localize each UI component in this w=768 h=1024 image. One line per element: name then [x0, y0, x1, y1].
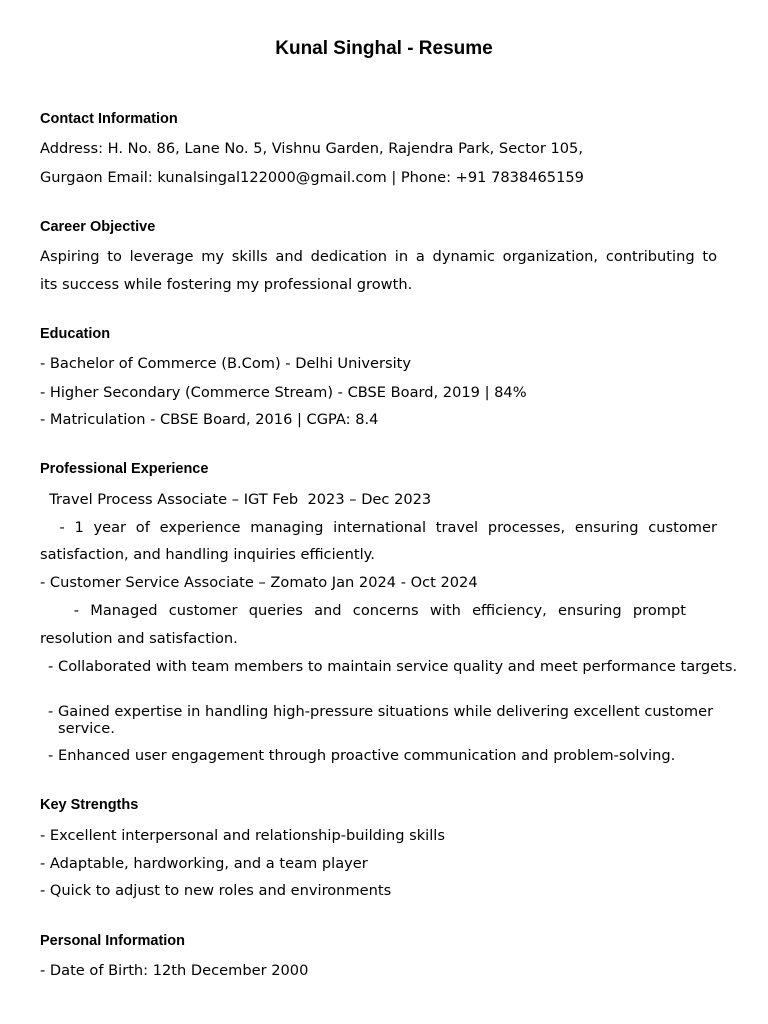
- bullet-text: Collaborated with team members to maintain service quality and meet performance targets.: [58, 658, 738, 675]
- bullet-dash: -: [48, 658, 54, 675]
- education-item: - Matriculation - CBSE Board, 2016 | CGPA: 8.4: [40, 411, 379, 428]
- bullet-dash: -: [48, 703, 54, 720]
- strength-item: - Adaptable, hardworking, and a team player: [40, 855, 368, 872]
- experience-bullet: [48, 747, 738, 764]
- education-item: - Bachelor of Commerce (B.Com) - Delhi University: [40, 355, 412, 372]
- education-heading: Education: [40, 326, 111, 342]
- strengths-heading: Key Strengths: [40, 797, 139, 813]
- job-title-zomato: - Customer Service Associate – Zomato Jan 2024 - Oct 2024: [40, 574, 478, 591]
- experience-bullet: [48, 658, 738, 675]
- bullet-dash: -: [48, 747, 54, 764]
- bullet-text: Gained expertise in handling high-pressure situations while delivering excellent customer service.: [58, 703, 714, 737]
- strength-item: - Quick to adjust to new roles and environments: [40, 882, 392, 899]
- job-title-igt: Travel Process Associate – IGT Feb 2023 – Dec 2023: [40, 491, 432, 508]
- contact-address-line: Address: H. No. 86, Lane No. 5, Vishnu Garden, Rajendra Park, Sector 105,: [40, 140, 583, 157]
- personal-item: - Date of Birth: 12th December 2000: [40, 962, 309, 979]
- job-description-line-1: - Managed customer queries and concerns with efficiency, ensuring prompt: [40, 602, 686, 619]
- job-description-line-2: resolution and satisfaction.: [40, 630, 238, 647]
- job-description-line-2: satisfaction, and handling inquiries efficiently.: [40, 546, 375, 563]
- experience-heading: Professional Experience: [40, 461, 209, 477]
- education-item: - Higher Secondary (Commerce Stream) - CBSE Board, 2019 | 84%: [40, 384, 527, 401]
- contact-email-phone-line: Gurgaon Email: kunalsingal122000@gmail.com | Phone: +91 7838465159: [40, 169, 584, 186]
- personal-heading: Personal Information: [40, 933, 186, 949]
- job-description-line-1: - 1 year of experience managing international travel processes, ensuring customer: [40, 519, 717, 536]
- strength-item: - Excellent interpersonal and relationship-building skills: [40, 827, 445, 844]
- objective-line-2: its success while fostering my professional growth.: [40, 276, 413, 293]
- objective-line-1: Aspiring to leverage my skills and dedication in a dynamic organization, contributing to: [40, 248, 717, 265]
- experience-bullet: [48, 703, 738, 737]
- bullet-text: Enhanced user engagement through proactive communication and problem-solving.: [58, 747, 676, 764]
- contact-heading: Contact Information: [40, 111, 178, 127]
- objective-heading: Career Objective: [40, 219, 156, 235]
- page-title: Kunal Singhal - Resume: [275, 38, 493, 59]
